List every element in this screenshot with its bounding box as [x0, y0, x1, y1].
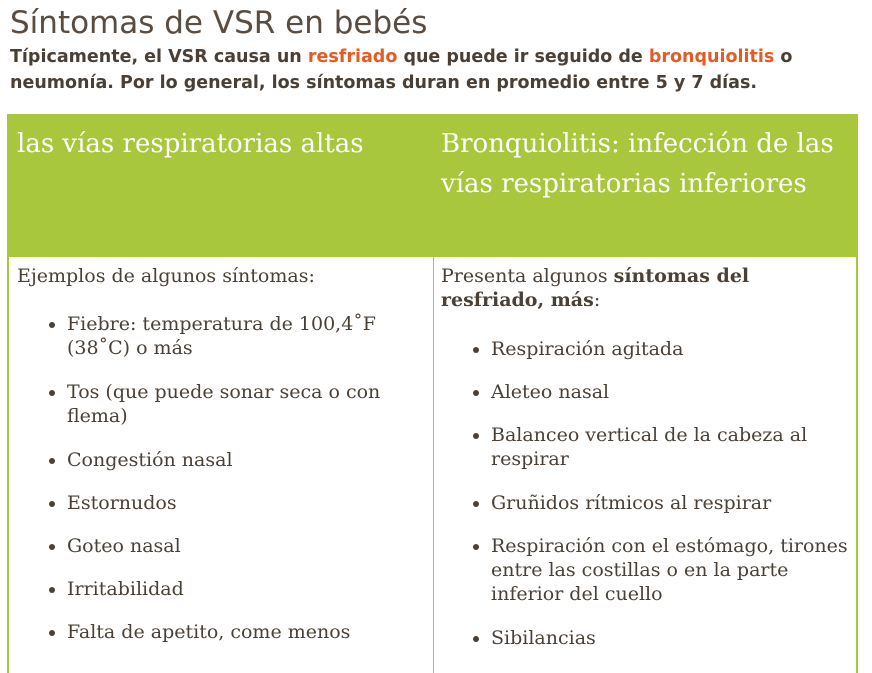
list-item-text: Goteo nasal	[67, 535, 181, 557]
bullet-icon	[49, 544, 55, 550]
list-item-text: Estornudos	[67, 492, 177, 514]
list-item	[441, 626, 851, 650]
intro-paragraph	[10, 44, 860, 96]
list-item-text: Irritabilidad	[67, 578, 184, 600]
bullet-icon	[49, 390, 55, 396]
left-column-intro: Ejemplos de algunos síntomas:	[17, 265, 315, 287]
page-title: Síntomas de VSR en bebés	[10, 5, 428, 41]
left-column-cell	[17, 264, 422, 643]
list-item	[441, 491, 851, 515]
list-item	[441, 337, 851, 361]
list-item-text: Respiración con el estómago, tirones entre las costillas o en la parte inferior del cuello	[491, 535, 848, 605]
list-item-text: Falta de apetito, come menos	[67, 621, 351, 643]
intro-text-3: o neumonía. Por lo general, los síntomas duran en promedio entre 5 y 7 días.	[10, 47, 793, 93]
list-item-text: Fiebre: temperatura de 100,4˚F (38˚C) o más	[67, 313, 376, 359]
right-intro-bold: síntomas del resfriado, más	[441, 265, 750, 311]
list-item	[441, 534, 851, 606]
list-item-text: Sibilancias	[491, 627, 596, 649]
list-item-text: Gruñidos rítmicos al respirar	[491, 492, 772, 514]
list-item	[17, 312, 422, 360]
list-item-text: Aleteo nasal	[491, 381, 610, 403]
intro-text-2: que puede ir seguido de	[397, 47, 649, 67]
bullet-icon	[49, 458, 55, 464]
bullet-icon	[49, 587, 55, 593]
right-column-cell	[441, 264, 851, 649]
table-header-row	[9, 114, 856, 257]
bullet-icon	[473, 544, 479, 550]
list-item	[17, 577, 422, 601]
list-item	[17, 448, 422, 472]
highlight-resfriado: resfriado	[307, 47, 398, 67]
list-item	[17, 380, 422, 428]
list-item-text: Balanceo vertical de la cabeza al respirar	[491, 424, 808, 470]
column-divider	[433, 257, 434, 673]
symptoms-table	[7, 114, 858, 673]
list-item	[17, 620, 422, 644]
list-item	[441, 380, 851, 404]
list-item-text: Tos (que puede sonar seca o con flema)	[67, 381, 381, 427]
bullet-icon	[49, 322, 55, 328]
bullet-icon	[473, 390, 479, 396]
bullet-icon	[473, 636, 479, 642]
list-item	[17, 491, 422, 515]
list-item	[17, 534, 422, 558]
right-column-intro	[441, 264, 851, 312]
list-item-text: Congestión nasal	[67, 449, 233, 471]
header-bronchiolitis: Bronquiolitis: infección de las vías respiratorias inferiores	[441, 129, 834, 199]
right-intro-end: :	[593, 289, 601, 311]
bullet-icon	[49, 501, 55, 507]
bullet-icon	[473, 433, 479, 439]
list-item-text: Respiración agitada	[491, 338, 684, 360]
header-upper-airways: las vías respiratorias altas	[17, 129, 364, 159]
bullet-icon	[49, 630, 55, 636]
bullet-icon	[473, 501, 479, 507]
highlight-bronquiolitis: bronquiolitis	[648, 47, 775, 67]
bullet-icon	[473, 347, 479, 353]
intro-text-1: Típicamente, el VSR causa un	[10, 47, 308, 67]
list-item	[441, 423, 851, 471]
right-intro-text: Presenta algunos	[441, 265, 614, 287]
